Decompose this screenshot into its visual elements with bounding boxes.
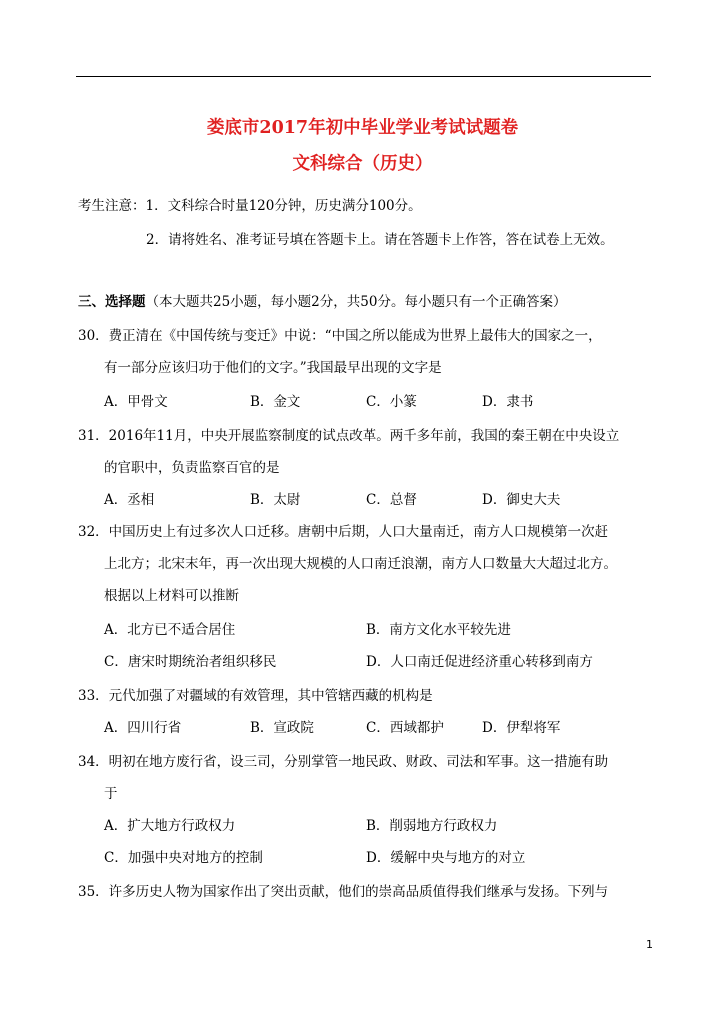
question-32-line-1: 32．中国历史上有过多次人口迁移。唐朝中后期，人口大量南迁，南方人口规模第一次赶 bbox=[78, 524, 609, 540]
question-30-option-c[interactable]: C．小篆 bbox=[366, 394, 417, 410]
question-33-line-1: 33．元代加强了对疆域的有效管理，其中管辖西藏的机构是 bbox=[78, 688, 433, 704]
question-33-option-c[interactable]: C．西域都护 bbox=[366, 720, 444, 736]
question-31-option-b[interactable]: B．太尉 bbox=[250, 492, 301, 508]
section-title: 三、选择题 bbox=[78, 294, 146, 310]
question-35-line-1: 35．许多历史人物为国家作出了突出贡献，他们的崇高品质值得我们继承与发扬。下列与 bbox=[78, 884, 609, 900]
question-34-line-1: 34．明初在地方废行省，设三司，分别掌管一地民政、财政、司法和军事。这一措施有助 bbox=[78, 754, 609, 770]
notes-item-2: 2．请将姓名、准考证号填在答题卡上。请在答题卡上作答，答在试卷上无效。 bbox=[146, 232, 614, 248]
section-header bbox=[78, 290, 566, 310]
question-32-option-d[interactable]: D．人口南迁促进经济重心转移到南方 bbox=[366, 654, 593, 670]
question-34-option-b[interactable]: B．削弱地方行政权力 bbox=[366, 818, 498, 834]
top-rule bbox=[76, 76, 651, 77]
question-32-line-2: 上北方；北宋末年，再一次出现大规模的人口南迁浪潮，南方人口数量大大超过北方。 bbox=[104, 556, 617, 572]
section-desc: （本大题共25小题，每小题2分，共50分。每小题只有一个正确答案） bbox=[145, 294, 567, 310]
notes-label: 考生注意： bbox=[78, 198, 146, 214]
question-33-option-b[interactable]: B．宣政院 bbox=[250, 720, 314, 736]
question-34-option-a[interactable]: A．扩大地方行政权力 bbox=[104, 818, 236, 834]
exam-title: 娄底市2017年初中毕业学业考试试题卷 bbox=[206, 118, 519, 138]
question-32-option-a[interactable]: A．北方已不适合居住 bbox=[104, 622, 236, 638]
question-34-line-2: 于 bbox=[104, 786, 118, 802]
question-30-option-a[interactable]: A．甲骨文 bbox=[104, 394, 168, 410]
question-30-line-2: 有一部分应该归功于他们的文字。”我国最早出现的文字是 bbox=[104, 360, 442, 376]
page-number: 1 bbox=[646, 938, 653, 951]
notes-item-1: 1．文科综合时量120分钟，历史满分100分。 bbox=[145, 198, 422, 214]
question-34-option-d[interactable]: D．缓解中央与地方的对立 bbox=[366, 850, 526, 866]
question-31-option-d[interactable]: D．御史大夫 bbox=[482, 492, 561, 508]
question-33-option-a[interactable]: A．四川行省 bbox=[104, 720, 182, 736]
question-31-option-a[interactable]: A．丞相 bbox=[104, 492, 155, 508]
question-32-line-3: 根据以上材料可以推断 bbox=[104, 588, 239, 604]
question-31-option-c[interactable]: C．总督 bbox=[366, 492, 417, 508]
notes-line-1 bbox=[78, 194, 422, 214]
question-34-option-c[interactable]: C．加强中央对地方的控制 bbox=[104, 850, 263, 866]
question-33-option-d[interactable]: D．伊犁将军 bbox=[482, 720, 561, 736]
question-32-option-b[interactable]: B．南方文化水平较先进 bbox=[366, 622, 511, 638]
exam-subtitle: 文科综合（历史） bbox=[292, 154, 433, 174]
question-31-line-1: 31．2016年11月，中央开展监察制度的试点改革。两千多年前，我国的秦王朝在中央设立 bbox=[78, 428, 620, 444]
question-30-option-b[interactable]: B．金文 bbox=[250, 394, 301, 410]
question-32-option-c[interactable]: C．唐宋时期统治者组织移民 bbox=[104, 654, 277, 670]
question-30-line-1: 30．费正清在《中国传统与变迁》中说：“中国之所以能成为世界上最伟大的国家之一， bbox=[78, 328, 602, 344]
question-31-line-2: 的官职中，负责监察百官的是 bbox=[104, 460, 280, 476]
question-30-option-d[interactable]: D．隶书 bbox=[482, 394, 534, 410]
